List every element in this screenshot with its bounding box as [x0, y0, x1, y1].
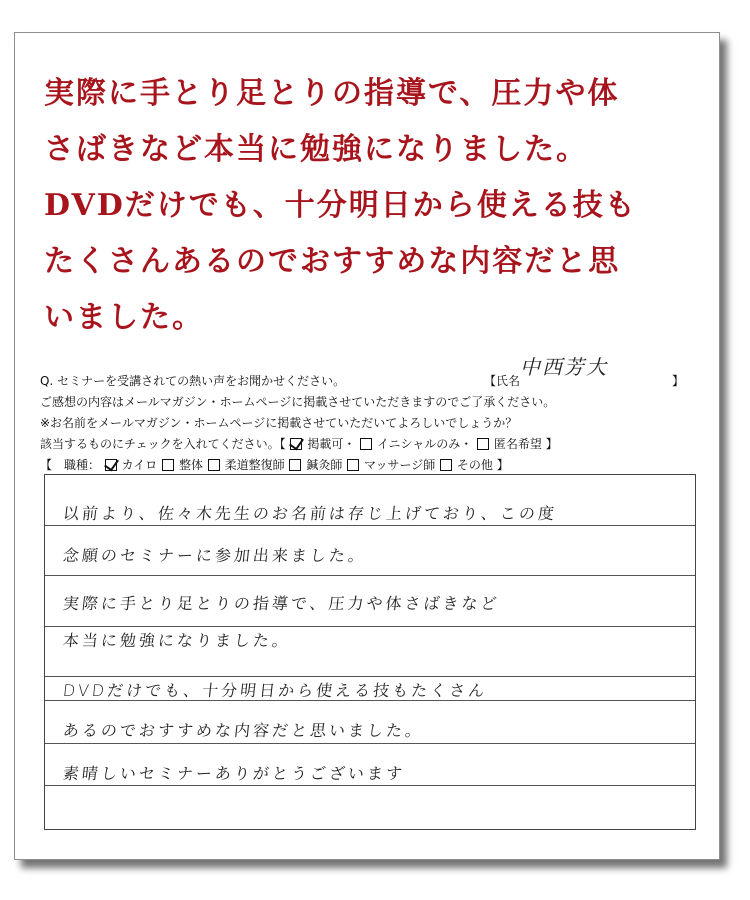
headline-quote — [44, 66, 704, 346]
consent-initials-label: イニシャルのみ・ — [376, 437, 473, 451]
name-bracket-close: 】 — [672, 374, 685, 388]
handwritten-line: 以前より、佐々木先生のお名前は存じ上げており、この度 — [61, 504, 558, 523]
question-row — [40, 355, 700, 392]
handwritten-comment-box — [44, 474, 696, 830]
handwritten-line: 実際に手とり足とりの指導で、圧力や体さばきなど — [61, 594, 501, 613]
occupation-seitai-checkbox[interactable] — [162, 459, 174, 471]
ruled-line — [45, 525, 695, 526]
ruled-line — [45, 575, 695, 576]
question-text: Q. セミナーを受講されての熱い声をお聞かせください。 — [40, 374, 346, 388]
occupation-other-checkbox[interactable] — [440, 459, 452, 471]
ruled-line — [45, 743, 695, 744]
notice-row — [40, 392, 700, 413]
consent-anonymous-label: 匿名希望 — [493, 437, 542, 451]
handwritten-line: DVDだけでも、十分明日から使える技もたくさん — [61, 681, 489, 700]
occupation-chiro-checkbox[interactable] — [105, 459, 117, 471]
occupation-label: 【 職種： — [40, 458, 101, 472]
consent-bracket-close: 】 — [545, 437, 558, 451]
headline-line: たくさんあるのでおすすめな内容だと思 — [44, 244, 621, 279]
ruled-line — [45, 626, 695, 627]
handwritten-line: 念願のセミナーに参加出来ました。 — [61, 546, 368, 565]
headline-line: 実際に手とり足とりの指導で、圧力や体 — [44, 76, 620, 111]
handwritten-line: 素晴しいセミナーありがとうございます — [61, 764, 406, 783]
occupation-judo-label: 柔道整復師 — [224, 458, 285, 472]
ruled-line — [45, 785, 695, 786]
consent-publish-label: 掲載可・ — [307, 437, 356, 451]
occupation-acupuncture-label: 鍼灸師 — [306, 458, 343, 472]
occupation-row — [40, 455, 700, 476]
consent-initials-checkbox[interactable] — [360, 438, 372, 450]
headline-line: さばきなど本当に勉強になりました。 — [44, 132, 588, 167]
occupation-massage-checkbox[interactable] — [347, 459, 359, 471]
consent-publish-checkbox[interactable] — [290, 438, 302, 450]
occupation-chiro-label: カイロ — [121, 458, 158, 472]
handwritten-name: 中西芳大 — [520, 355, 608, 379]
occupation-judo-checkbox[interactable] — [208, 459, 220, 471]
consent-row — [40, 434, 700, 455]
headline-line: いました。 — [44, 300, 204, 335]
questionnaire-form — [40, 355, 700, 476]
permission-question: ※お名前をメールマガジン・ホームページに掲載させていただいてよろしいでしょうか？ — [40, 416, 518, 430]
consent-anonymous-checkbox[interactable] — [477, 438, 489, 450]
occupation-bracket-close: 】 — [496, 458, 509, 472]
name-label: 【氏名 — [484, 374, 521, 388]
ruled-line — [45, 676, 695, 677]
notice-text: ご感想の内容はメールマガジン・ホームページに掲載させていただきますのでご了承ください。 — [40, 395, 556, 409]
occupation-other-label: その他 — [456, 458, 493, 472]
occupation-seitai-label: 整体 — [178, 458, 203, 472]
handwritten-line: 本当に勉強になりました。 — [61, 631, 292, 650]
handwritten-line: あるのでおすすめな内容だと思いました。 — [61, 721, 426, 740]
headline-line: DVDだけでも、十分明日から使える技も — [44, 188, 637, 223]
permission-row — [40, 413, 700, 434]
consent-prompt: 該当するものにチェックを入れてください。【 — [40, 437, 286, 451]
occupation-acupuncture-checkbox[interactable] — [289, 459, 301, 471]
occupation-massage-label: マッサージ師 — [363, 458, 436, 472]
